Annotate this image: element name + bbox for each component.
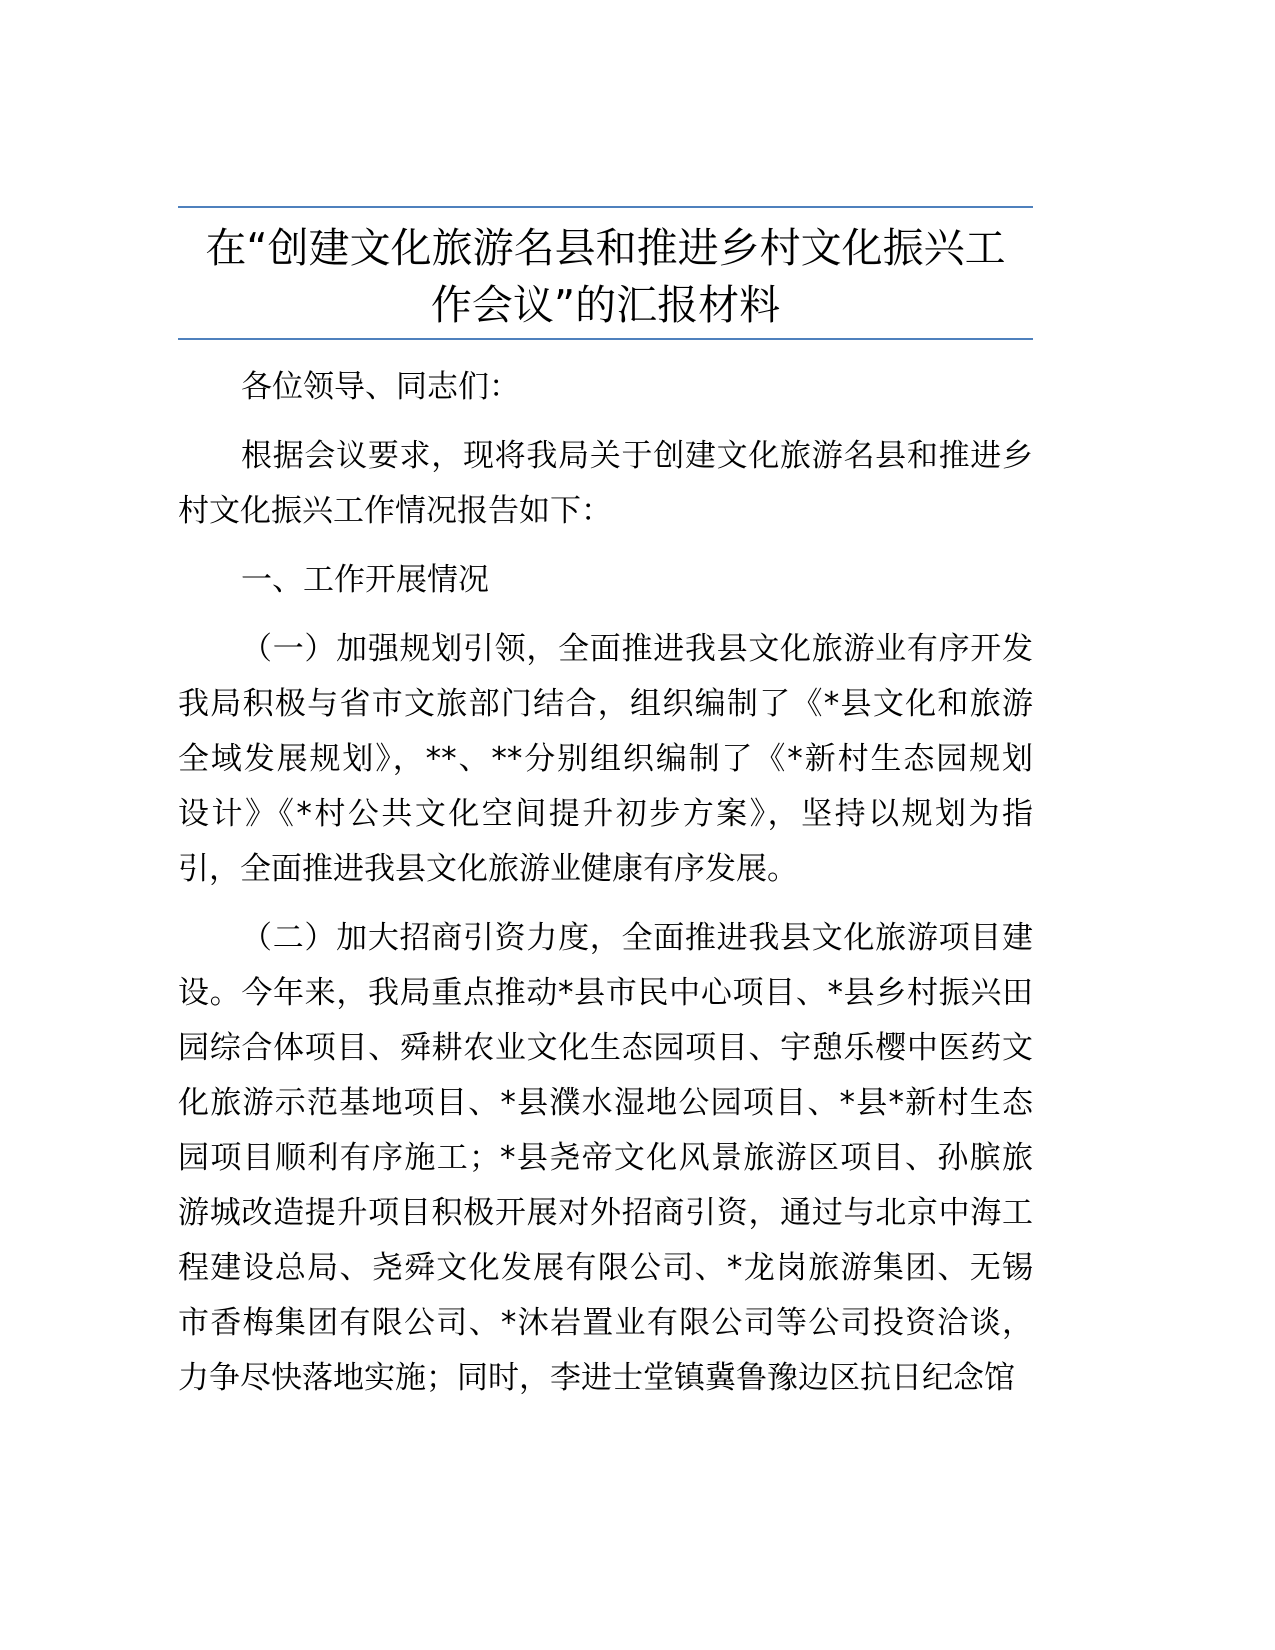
title-bottom-rule — [178, 338, 1033, 340]
salutation — [178, 360, 1033, 415]
paragraph-line: 游城改造提升项目积极开展对外招商引资，通过与北京中海工 — [178, 1195, 1033, 1231]
paragraph-line: 全域发展规划》，**、**分别组织编制了《*新村生态园规划 — [178, 741, 1033, 777]
paragraph-line: 根据会议要求，现将我局关于创建文化旅游名县和推进乡 — [241, 438, 1033, 474]
paragraph-line: 引，全面推进我县文化旅游业健康有序发展。 — [178, 851, 798, 887]
paragraph-line: 化旅游示范基地项目、*县濮水湿地公园项目、*县*新村生态 — [178, 1085, 1033, 1121]
paragraph-line: 力争尽快落地实施；同时，李进士堂镇冀鲁豫边区抗日纪念馆 — [178, 1360, 1015, 1396]
paragraph — [178, 553, 1033, 608]
paragraph-line: （一）加强规划引领，全面推进我县文化旅游业有序开发 — [241, 631, 1033, 667]
salutation-text: 各位领导、同志们： — [241, 369, 520, 405]
paragraph — [178, 622, 1033, 897]
paragraph-line: 园项目顺利有序施工；*县尧帝文化风景旅游区项目、孙膑旅 — [178, 1140, 1033, 1176]
title-line: 在“创建文化旅游名县和推进乡村文化振兴工 — [205, 224, 1006, 272]
document-body — [178, 360, 1033, 1420]
paragraph-line: 园综合体项目、舜耕农业文化生态园项目、宇憩乐樱中医药文 — [178, 1030, 1033, 1066]
paragraph — [178, 911, 1033, 1406]
title-line: 作会议”的汇报材料 — [430, 281, 781, 329]
paragraph-line: 市香梅集团有限公司、*沐岩置业有限公司等公司投资洽谈， — [178, 1305, 1033, 1341]
paragraph-line: 一、工作开展情况 — [241, 562, 489, 598]
paragraph-line: 村文化振兴工作情况报告如下： — [178, 493, 612, 529]
paragraph-line: 我局积极与省市文旅部门结合，组织编制了《*县文化和旅游 — [178, 686, 1033, 722]
paragraph-line: 设计》《*村公共文化空间提升初步方案》，坚持以规划为指 — [178, 796, 1033, 832]
paragraph-line: （二）加大招商引资力度，全面推进我县文化旅游项目建 — [241, 920, 1033, 956]
document-title — [178, 220, 1033, 334]
paragraph — [178, 429, 1033, 539]
paragraph-line: 程建设总局、尧舜文化发展有限公司、*龙岗旅游集团、无锡 — [178, 1250, 1033, 1286]
paragraph-line: 设。今年来，我局重点推动*县市民中心项目、*县乡村振兴田 — [178, 975, 1033, 1011]
title-top-rule — [178, 206, 1033, 208]
